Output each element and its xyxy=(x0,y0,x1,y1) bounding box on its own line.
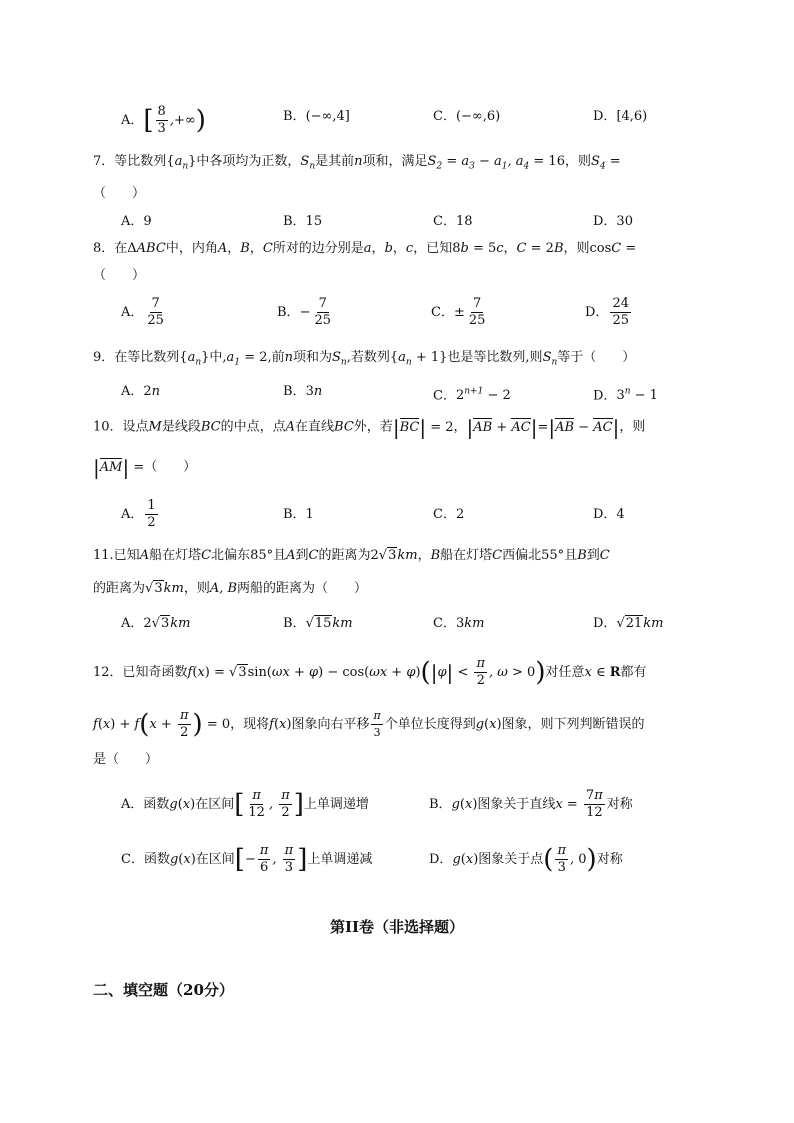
q7-stem: 7．等比数列$\{a_n\}$中各项均为正数，$S_n$是其前n项和，满足$S_2 = a_3 - a_1$, $a_4 = 16$，则$S_4$ = xyxy=(93,154,621,172)
q11-stem: 11.已知A船在灯塔C北偏东85°且A到C的距离为2√3km，B船在灯塔C西偏北55°且B到C xyxy=(93,548,610,563)
q9-option-a: A．2n xyxy=(121,384,161,399)
q8-paren: （ ） xyxy=(93,268,146,283)
q6-option-d: D．[4,6) xyxy=(593,109,648,124)
q12-stem: 12．已知奇函数f(x) = √3sin(ωx + φ) − cos(ωx + φ)(|φ| < $\frac{\pi}{2}$ , ω > 0)对任意x ∈ R都有 xyxy=(93,656,647,688)
section-title: 第II卷（非选择题） xyxy=(329,918,465,936)
q9-option-b: B．3n xyxy=(283,384,323,399)
q10-option-b: B．1 xyxy=(283,507,314,522)
q7-option-c: C．18 xyxy=(433,214,473,229)
q8-option-c: C．± $\frac{7}{25}$ xyxy=(431,296,486,328)
q10-stem-cont: |AM| =（ ） xyxy=(93,455,197,479)
q11-option-b: B．√15km xyxy=(283,616,353,631)
q10-option-d: D．4 xyxy=(593,507,625,522)
part-title: 二、填空题（20分） xyxy=(93,981,234,999)
q12-stem-cont: f(x) + f(x + $\frac{\pi}{2}$ ) = 0，现将f(x)图象向右平移 $\frac{\pi}{3}$ 个单位长度得到g(x)图象，则下列判断错误的 xyxy=(93,708,645,740)
q9-stem: 9．在等比数列$\{a_n\}$中$,a_1 = 2$,前n项和为$S_n$,若数列$\{a_n + 1\}$也是等比数列,则$S_n$等于（ ） xyxy=(93,350,636,368)
q7-paren: （ ） xyxy=(93,186,146,201)
q8-stem: 8．在ΔABC中，内角A，B，C所对的边分别是a，b，c，已知8b = 5c，C = 2B，则cosC = xyxy=(93,241,637,256)
q8-option-d: D． $\frac{24}{25}$ xyxy=(585,296,629,328)
q11-stem-cont: 的距离为√3km，则A, B两船的距离为（ ） xyxy=(93,581,368,596)
q9-option-c: C．$2^{n+1} - 2$ xyxy=(433,387,511,404)
q7-option-b: B．15 xyxy=(283,214,323,229)
q12-option-a: A．函数g(x)在区间[ $\frac{\pi}{12}$ , $\frac{\pi}{2}$ ]上单调递增 xyxy=(121,788,369,820)
q8-option-b: B．− $\frac{7}{25}$ xyxy=(277,296,332,328)
q12-option-c: C．函数g(x)在区间[− $\frac{\pi}{6}$ , $\frac{\pi}{3}$ ]上单调递减 xyxy=(121,843,373,875)
q11-option-c: C．3km xyxy=(433,616,485,631)
q11-option-d: D．√21km xyxy=(593,616,664,631)
q12-stem-cont2: 是（ ） xyxy=(93,752,159,767)
q6-option-a: A．[ $\frac{8}{3}$ ,+∞) xyxy=(121,104,206,136)
q10-option-c: C．2 xyxy=(433,507,465,522)
q10-stem: 10．设点M是线段BC的中点，点A在直线BC外，若|BC| = 2，|AB + AC|=|AB − AC|，则 xyxy=(93,415,646,439)
q6-option-c: C．(−∞,6) xyxy=(433,109,501,124)
q12-option-b: B．g(x)图象关于直线x = $\frac{7\pi}{12}$ 对称 xyxy=(429,788,633,820)
q12-option-d: D．g(x)图象关于点( $\frac{\pi}{3}$ , 0)对称 xyxy=(429,843,623,875)
q10-option-a: A． $\frac{1}{2}$ xyxy=(121,498,156,530)
q8-option-a: A． $\frac{7}{25}$ xyxy=(121,296,164,328)
q9-option-d: D．3$^n$ − 1 xyxy=(593,387,658,404)
q7-option-d: D．30 xyxy=(593,214,633,229)
q11-option-a: A．2√3km xyxy=(121,616,191,631)
q6-option-b: B．(−∞,4] xyxy=(283,109,350,124)
q7-option-a: A．9 xyxy=(121,214,152,229)
